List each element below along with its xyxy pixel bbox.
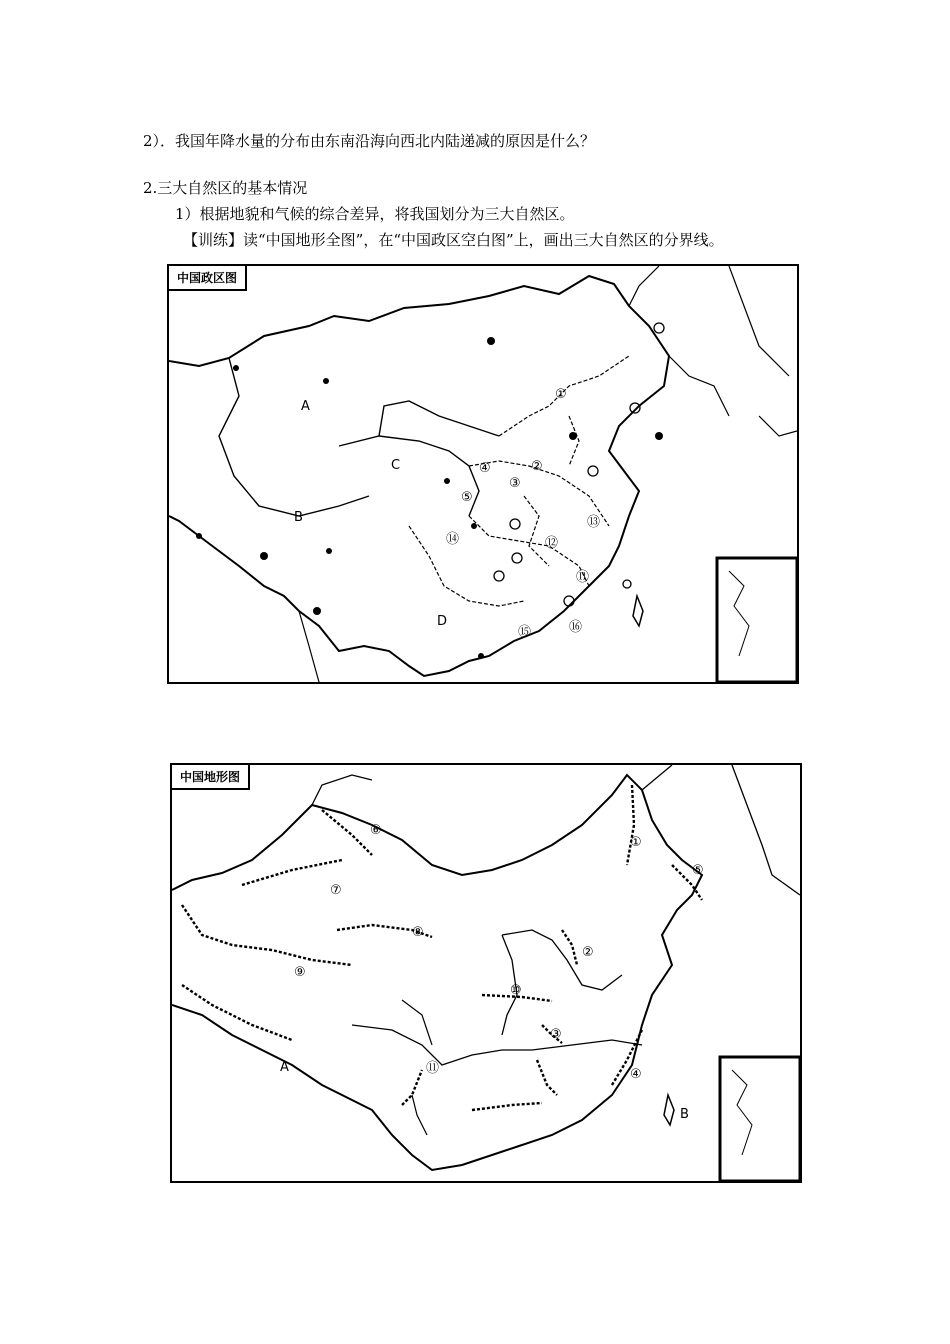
mountain-number: ④ — [630, 1067, 642, 1082]
province-number: ⑭ — [446, 532, 460, 547]
section-heading: 2.三大自然区的基本情况 — [143, 179, 308, 197]
mountain-number: ② — [582, 945, 594, 960]
province-number: ⑪ — [576, 570, 590, 585]
region-label-d: D — [437, 614, 448, 629]
map-title: 中国政区图 — [169, 266, 247, 291]
china-terrain-map — [170, 763, 802, 1183]
mountain-number: ⑪ — [426, 1061, 440, 1076]
mountain-number: ⑦ — [330, 883, 342, 898]
province-number: ② — [531, 459, 543, 474]
mountain-number: ⑥ — [370, 823, 382, 838]
terrain-label-a: A — [280, 1060, 289, 1075]
question-2: 2）．我国年降水量的分布由东南沿海向西北内陆递减的原因是什么？ — [143, 132, 596, 150]
map-title: 中国地形图 — [172, 765, 250, 790]
mountain-number: ⑧ — [412, 925, 424, 940]
province-number: ⑤ — [461, 490, 473, 505]
province-number: ③ — [509, 476, 521, 491]
mountain-number: ⑤ — [692, 863, 704, 878]
province-number: ⑫ — [545, 536, 559, 551]
province-number: ④ — [479, 461, 491, 476]
region-label-c: C — [391, 458, 401, 473]
province-number: ⑬ — [587, 515, 601, 530]
region-label-a: A — [301, 399, 310, 414]
terrain-label-b: B — [680, 1107, 689, 1122]
mountain-number: ① — [630, 835, 642, 850]
mountain-number: ③ — [550, 1027, 562, 1042]
province-number: ① — [555, 387, 567, 402]
region-label-b: B — [294, 510, 303, 525]
exercise-text: 【训练】读“中国地形全图”，在“中国政区空白图”上，画出三大自然区的分界线。 — [183, 231, 724, 249]
mountain-number: ⑨ — [294, 965, 306, 980]
province-number: ⑯ — [569, 620, 583, 635]
section-point-1: 1）根据地貌和气候的综合差异，将我国划分为三大自然区。 — [175, 205, 575, 223]
china-political-map — [167, 264, 799, 684]
province-number: ⑮ — [518, 625, 532, 640]
mountain-number: ⑩ — [510, 983, 522, 998]
